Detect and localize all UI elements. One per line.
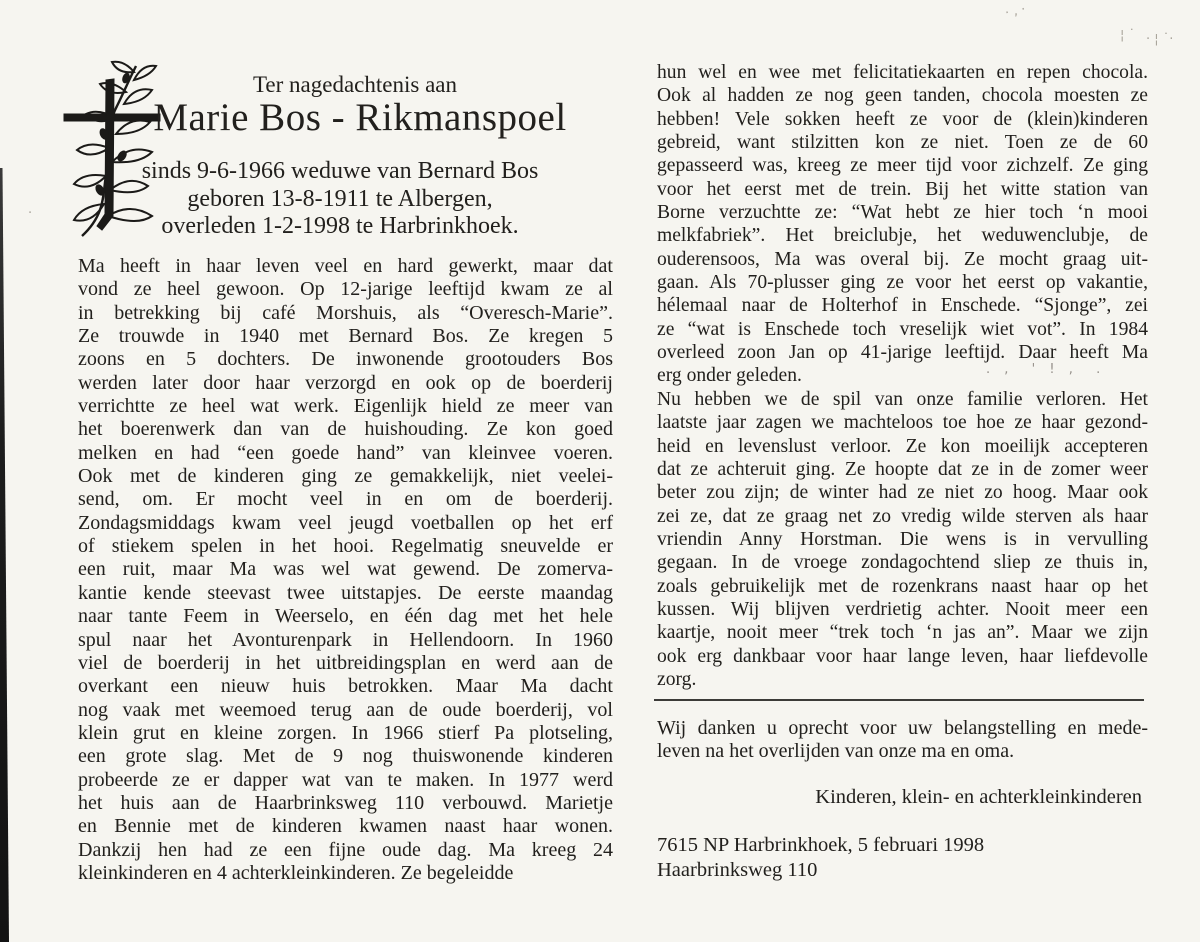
text-line: ouderensoos, Ma was overal bij. Ze mocht graag uit- [657, 248, 1148, 270]
text-line: zorg. [657, 668, 697, 690]
text-line: Ze trouwde in 1940 met Bernard Bos. Ze kregen 5 [78, 325, 613, 348]
text-line: ze “wat is Enschede toch vreselijk wiet vot”. In 1984 [657, 318, 1148, 340]
text-line: beter zou zijn; de winter had ze niet zo hoog. Maar ook [657, 482, 1148, 504]
pencil-mark: · [28, 206, 33, 221]
text-line: het boerenwerk dan van de huishouding. Ze kon goed [78, 418, 613, 441]
pencil-mark: ¦ ˙ [1120, 28, 1136, 43]
text-line: gegaan. In de vroege zondagochtend sliep ze thuis in, [657, 552, 1148, 574]
text-line: ook erg dankbaar voor haar lange leven, haar liefdevolle [657, 645, 1148, 667]
text-line: een ruit, maar Ma was wel wat gewend. De zomerva- [78, 558, 613, 581]
text-line: Wij danken u oprecht voor uw belangstelling en mede- [657, 717, 1148, 739]
text-line: hélemaal naar de Holterhof in Enschede. “Sjonge”, zei [657, 295, 1148, 317]
pencil-mark: . , ' ! , . [986, 362, 1106, 377]
text-line: Nu hebben we de spil van onze familie verloren. Het [657, 388, 1148, 410]
text-line: overkant een nieuw huis betrokken. Maar Ma dacht [78, 675, 613, 698]
text-line: vriendin Anny Horstman. Die wens is in vervulling [657, 528, 1148, 550]
text-line: gaan. Als 70-plusser ging ze voor het eerst op vakantie, [657, 272, 1148, 294]
text-line: klein grut en kleine zorgen. In 1966 stierf Pa plotseling, [78, 721, 613, 744]
text-line: kantie kende steevast twee uitstapjes. De eerste maandag [78, 581, 613, 604]
left-column-text [78, 255, 613, 885]
horizontal-rule [654, 699, 1144, 701]
text-line: hun wel en wee met felicitatiekaarten en repen chocola. [657, 62, 1148, 83]
text-line: werden later door haar verzorgd en ook op de boerderij [78, 371, 613, 394]
text-line: zei ze, dat ze graag net zo vredig wilde sterven als haar [657, 505, 1148, 527]
text-line: in betrekking bij café Morshuis, als “Overesch-Marie”. [78, 301, 613, 324]
text-line: geboren 13-8-1911 te Albergen, [187, 185, 493, 212]
text-line: kaartje, nooit meer “trek toch ‘n jas an”. Maar we zijn [657, 622, 1148, 644]
signature-line: Kinderen, klein- en achterkleinkinderen [815, 786, 1142, 808]
text-line: gepasseerd was, kreeg ze meer tijd voor zichzelf. Ze ging [657, 155, 1148, 177]
text-line: een grote slag. Met de 9 nog thuiswonende kinderen [78, 745, 613, 768]
text-line: gebreid, want stilzitten kon ze niet. Toen ze de 60 [657, 132, 1148, 154]
text-line: Ook met de kinderen ging ze gemakkelijk, niet veelei- [78, 465, 613, 488]
text-line: hebben! Vele sokken heeft ze voor de (klein)kinderen [657, 108, 1148, 130]
deceased-name: Marie Bos - Rikmanspoel [153, 96, 567, 139]
text-line: Dankzij hen had ze een fijne oude dag. Ma kreeg 24 [78, 838, 613, 861]
text-line: heid en levenslust verloor. Ze kon moeilijk accepteren [657, 435, 1148, 457]
text-line: sinds 9-6-1966 weduwe van Bernard Bos [141, 158, 539, 184]
pencil-mark: · ‚ · [1003, 2, 1028, 21]
text-line: en Bennie met de kinderen kwamen naast haar wonen. [78, 815, 613, 838]
paragraph-1 [657, 61, 1148, 388]
text-line: verrichtte ze heel wat werk. Eigenlijk hield ze meer van [78, 395, 613, 418]
text-line: laatste jaar zagen we machteloos toe hoe ze haar gezond- [657, 412, 1148, 434]
text-line: zoons en 5 dochters. De inwonende grootouders Bos [78, 348, 613, 371]
text-line: melken en had “een goede hand” van kleinvee voeren. [78, 441, 613, 464]
text-line: probeerde ze er dapper wat van te maken. In 1977 werd [78, 768, 613, 791]
dedication-line: Ter nagedachtenis aan [252, 72, 457, 97]
text-line: vond ze heel gewoon. Op 12-jarige leeftijd kwam ze al [78, 278, 613, 301]
address-block [657, 833, 1148, 883]
text-line: kleinkinderen en 4 achterkleinkinderen. Ze begeleidde [78, 861, 514, 884]
text-line: zoals gebruikelijk met de rozenkrans naast haar op het [657, 575, 1148, 597]
text-line: send, om. Er mocht veel in en om de boerderij. [78, 488, 613, 511]
text-line: viel de boerderij in het uitbreidingsplan en werd aan de [78, 651, 613, 674]
text-line: kussen. Wij blijven verdrietig achter. Nooit meer een [657, 598, 1148, 620]
life-dates [90, 158, 590, 241]
pencil-mark: · ¦ ˙· [1146, 32, 1174, 47]
text-line: overleed zoon Jan op 41-jarige leeftijd. Daar heeft Ma [657, 342, 1148, 364]
acknowledgement-text [657, 717, 1148, 764]
text-line: erg onder geleden. [657, 365, 802, 387]
text-line: Borne verzuchtte ze: “Wat hebt ze hier toch ‘n mooi [657, 202, 1148, 224]
scan-edge-shadow [0, 168, 9, 942]
paragraph-2 [657, 388, 1148, 691]
text-line: dat ze achteruit ging. Ze hoopte dat ze in de zomer weer [657, 458, 1148, 480]
text-line: 7615 NP Harbrinkhoek, 5 februari 1998 [657, 834, 985, 856]
text-line: melkfabriek”. Het breiclubje, het weduwenclubje, de [657, 225, 1148, 247]
text-line: naar tante Feem in Weerselo, en één dag met het hele [78, 605, 613, 628]
text-line: Zondagsmiddags kwam veel jeugd voetballen op het erf [78, 511, 613, 534]
text-line: het huis aan de Haarbrinksweg 110 verbouwd. Marietje [78, 791, 613, 814]
text-line: overleden 1-2-1998 te Harbrinkhoek. [161, 213, 519, 239]
text-line: Ook al hadden ze nog geen tanden, chocola moesten ze [657, 85, 1148, 107]
text-line: Haarbrinksweg 110 [657, 859, 818, 881]
text-line: of stiekem spelen in het hooi. Regelmatig sneuvelde er [78, 535, 613, 558]
text-line: nog vaak met weemoed terug aan de oude boerderij, vol [78, 698, 613, 721]
text-line: spul naar het Avonturenpark in Hellendoorn. In 1960 [78, 628, 613, 651]
text-line: voor het eerst met de trein. Bij het witte station van [657, 178, 1148, 200]
text-line: leven na het overlijden van onze ma en oma. [657, 740, 1015, 763]
text-line: Ma heeft in haar leven veel en hard gewerkt, maar dat [78, 255, 613, 277]
